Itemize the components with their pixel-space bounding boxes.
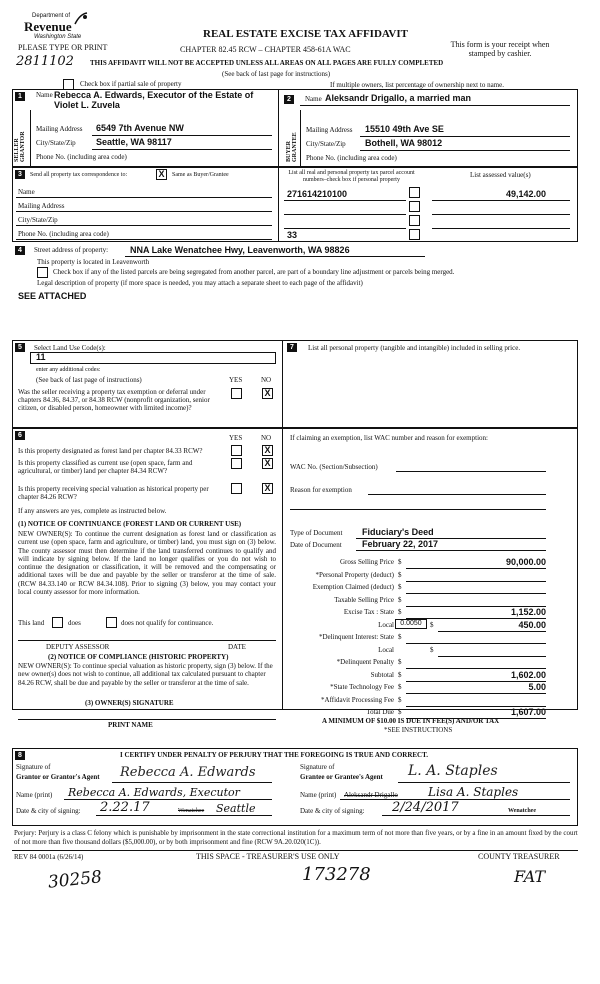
same-as-buyer-label: Same as Buyer/Grantee <box>172 172 229 178</box>
tax-row-label: *Personal Property (deduct) <box>315 570 394 579</box>
does-checkbox[interactable] <box>52 617 63 628</box>
section-7-number: 7 <box>287 343 297 352</box>
dept-line1: Department of <box>32 13 71 19</box>
doc-type-value: Fiduciary's Deed <box>362 527 434 537</box>
buyer-name-label: Name <box>305 95 322 103</box>
doc-date-label: Date of Document <box>290 541 342 549</box>
warning-text: THIS AFFIDAVIT WILL NOT BE ACCEPTED UNLESS ALL AREAS ON ALL PAGES ARE FULLY COMPLETED <box>90 59 444 67</box>
tax-row-value: 90,000.00 <box>505 557 546 567</box>
tax-row-line <box>406 643 546 644</box>
seller-name-label: Name <box>36 91 53 99</box>
current-use-no-checkbox[interactable]: X <box>262 458 273 469</box>
buyer-phone-label: Phone No. (including area code) <box>306 154 397 162</box>
section-2-number: 2 <box>284 95 294 104</box>
seller-city-value: Seattle, WA 98117 <box>96 137 172 147</box>
tax-row-line <box>406 593 546 594</box>
see-instructions: *SEE INSTRUCTIONS <box>384 726 453 734</box>
s5-no-label: NO <box>261 376 272 384</box>
grantor-date-value: 2.22.17 <box>100 800 150 815</box>
dept-brand: Revenue <box>24 19 72 34</box>
exemption-no-checkbox[interactable]: X <box>262 388 273 399</box>
seller-mailing-label: Mailing Address <box>36 125 83 133</box>
minimum-note: A MINIMUM OF $10.00 IS DUE IN FEE(S) AND/OR TAX <box>322 717 500 725</box>
street-value: NNA Lake Wenatchee Hwy, Leavenworth, WA 98826 <box>130 245 350 255</box>
corr-city-label: City/State/Zip <box>18 216 58 224</box>
forest-land-question: Is this property designated as forest land per chapter 84.33 RCW? <box>18 447 203 455</box>
parcel-number: 271614210100 <box>287 189 348 199</box>
reason-label: Reason for exemption <box>290 486 352 494</box>
grantee-print-struck: Aleksandr Drigallo <box>344 791 398 799</box>
tax-row-line <box>406 681 546 682</box>
buyer-city-value: Bothell, WA 98012 <box>365 138 443 148</box>
tax-row-line <box>406 618 546 619</box>
doc-type-label: Type of Document <box>290 529 343 537</box>
located-in: This property is located in Leavenworth <box>37 258 150 266</box>
see-back-note: (See back of last page of instructions) <box>36 376 142 384</box>
section-1-number: 1 <box>15 92 25 101</box>
forest-no-checkbox[interactable]: X <box>262 445 273 456</box>
notice2-title: (2) NOTICE OF COMPLIANCE (HISTORIC PROPERTY) <box>48 653 229 661</box>
tax-row-line <box>406 693 546 694</box>
exemption-question: Was the seller receiving a property tax exemption or deferral under chapters 84.36, 84.37, or 84.38 RCW (nonprofit organization, senior citizen, or disabled person, homeowner with limited income)? <box>18 388 210 412</box>
assessed-value: 49,142.00 <box>505 189 546 199</box>
handwritten-note-3: FAT <box>514 867 546 886</box>
tax-row-label: Excise Tax : State <box>343 608 394 616</box>
forest-yes-checkbox[interactable] <box>231 445 242 456</box>
exemption-claim-label: If claiming an exemption, list WAC number and reason for exemption: <box>290 434 488 442</box>
tax-row-value: 5.00 <box>528 682 546 692</box>
segregated-label: Check box if any of the listed parcels are being segregated from another parcel, are part of a boundary line adjustment or parcels being merged. <box>53 268 455 276</box>
s6-no-label: NO <box>261 434 272 442</box>
seller-side-label: SELLER GRANTOR <box>14 131 26 162</box>
dollar-sign: $ <box>398 608 402 616</box>
corr-name-label: Name <box>18 188 35 196</box>
land-use-label: Select Land Use Code(s): <box>34 344 106 352</box>
historic-yes-checkbox[interactable] <box>231 483 242 494</box>
doc-date-value: February 22, 2017 <box>362 539 439 549</box>
dollar-sign: $ <box>398 658 402 666</box>
does-not-label: does not qualify for continuance. <box>121 619 214 627</box>
buyer-mailing-label: Mailing Address <box>306 126 353 134</box>
street-label: Street address of property: <box>34 246 109 254</box>
tax-row-label: *Delinquent Interest: State <box>318 633 394 641</box>
section-4-number: 4 <box>15 246 25 255</box>
see-attached: SEE ATTACHED <box>18 291 87 301</box>
grantor-city-value: Seattle <box>216 802 256 815</box>
tax-row-label: Local <box>378 645 394 654</box>
tax-row-value: 450.00 <box>518 619 546 630</box>
parcel-header: List all real and personal property tax parcel account numbers–check box if personal property <box>288 170 415 183</box>
grantee-date-value: 2/24/2017 <box>392 800 459 815</box>
handwritten-doc-number: 2811102 <box>16 54 74 69</box>
s6-yes-label: YES <box>229 434 243 442</box>
receipt-note: This form is your receipt when stamped by cashier. <box>450 40 550 58</box>
tax-row-label: Exemption Claimed (deduct) <box>312 583 394 591</box>
grantor-date-label: Date & city of signing: <box>16 807 81 815</box>
instructions-note: (See back of last page for instructions) <box>222 70 331 78</box>
perjury-statement: Perjury: Perjury is a class C felony which is punishable by imprisonment in the state correctional institution for a maximum term of not more than five years, or by a fine in an amount fixed by the court of not more than five thousand dollars ($5,000.00), or by both imprisonment and fine (RCW 9A.20.020(1C)). <box>14 829 578 846</box>
parcel-personal-checkbox-1[interactable] <box>409 187 420 198</box>
grantee-city-value: Wenatchee <box>508 808 536 814</box>
tax-row-label: *State Technology Fee <box>330 683 394 691</box>
additional-codes-label: enter any additional codes: <box>36 367 101 373</box>
wac-label: WAC No. (Section/Subsection) <box>290 463 378 471</box>
tax-row-value: 1,602.00 <box>510 669 546 680</box>
dollar-sign: $ <box>430 645 434 654</box>
grantor-sig-label: Signature of <box>16 763 51 771</box>
dollar-sign: $ <box>398 595 402 604</box>
grantor-city-struck: Wenatchee <box>178 808 205 814</box>
grantee-date-label: Date & city of signing: <box>300 807 365 815</box>
land-use-code-field <box>30 352 276 364</box>
corr-mailing-label: Mailing Address <box>18 202 65 210</box>
dor-logo <box>18 12 88 42</box>
grantee-sig-label: Signature of <box>300 763 335 771</box>
deputy-assessor-label: DEPUTY ASSESSOR <box>46 643 110 651</box>
personal-property-label: List all personal property (tangible and intangible) included in selling price. <box>308 344 521 352</box>
notice2-body: NEW OWNER(S): To continue special valuation as historic property, sign (3) below. If the new owner(s) does not wish to continue, all additional tax calculated pursuant to chapter 84.26 RCW, shall be due and payable by the seller or transferor at the time of sale. <box>18 662 273 687</box>
tax-row-line <box>438 656 546 657</box>
buyer-mailing-value: 15510 49th Ave SE <box>365 124 444 134</box>
section-3-number: 3 <box>15 170 25 179</box>
multiple-owners-note: If multiple owners, list percentage of ownership next to name. <box>330 81 504 89</box>
dollar-sign: $ <box>398 583 402 591</box>
buyer-name-value: Aleksandr Drigallo, a married man <box>325 93 472 103</box>
section-5-number: 5 <box>15 343 25 352</box>
s5-yes-label: YES <box>229 376 243 384</box>
grantee-sig-label2: Grantee or Grantee's Agent <box>300 773 383 781</box>
buyer-side-label: BUYER GRANTEE <box>286 132 298 162</box>
tax-row-label: Subtotal <box>370 670 394 679</box>
this-land-label: This land <box>18 619 45 627</box>
chapter-ref: CHAPTER 82.45 RCW – CHAPTER 458-61A WAC <box>180 45 351 54</box>
segregated-checkbox[interactable] <box>37 267 48 278</box>
section-6-number: 6 <box>15 431 25 440</box>
grantee-print-value: Lisa A. Staples <box>428 785 519 799</box>
tax-row-line <box>406 668 546 669</box>
grantee-signature: L. A. Staples <box>408 763 498 779</box>
seller-phone-label: Phone No. (including area code) <box>36 153 127 161</box>
current-use-question: Is this property classified as current use (open space, farm and agricultural, or timber) land per chapter 84.34 RCW? <box>18 459 193 475</box>
exemption-yes-checkbox[interactable] <box>231 388 242 399</box>
grantor-print-label: Name (print) <box>16 791 53 799</box>
dollar-sign: $ <box>398 558 402 566</box>
notice1-body: NEW OWNER(S): To continue the current designation as forest land or classification as current use (open space, farm and agriculture, or timber) land, you must sign on (3) below. The county assessor must then determine if the land transferred continues to qualify and will indicate by signing below. If the land no longer qualifies or you do not wish to continue the designation or classification, it will be removed and the compensating or additional taxes will be due and payable by the seller or transferor at the time of sale. (RCW 84.33.140 or RCW 84.34.108). Prior to signing (3) below, you may contact your local county assessor for more information. <box>18 530 276 597</box>
parcel-personal-checkbox-3[interactable] <box>409 215 420 226</box>
partial-sale-label: Check box if partial sale of property <box>80 80 182 88</box>
tax-row-label: Total Due <box>366 708 394 716</box>
grantor-print-value: Rebecca A. Edwards, Executor <box>68 786 240 799</box>
tax-row-value: 1,607.00 <box>510 707 546 717</box>
dollar-sign: $ <box>398 570 402 579</box>
notice1-title: (1) NOTICE OF CONTINUANCE (FOREST LAND OR CURRENT USE) <box>18 520 242 528</box>
tax-row-line <box>406 568 546 569</box>
seller-city-label: City/State/Zip <box>36 139 76 147</box>
parcel-personal-checkbox-4[interactable] <box>409 229 420 240</box>
does-not-checkbox[interactable] <box>106 617 117 628</box>
parcel-personal-checkbox-2[interactable] <box>409 201 420 212</box>
grantor-sig-label2: Grantor or Grantor's Agent <box>16 773 100 781</box>
corr-phone-label: Phone No. (including area code) <box>18 230 109 238</box>
buyer-city-label: City/State/Zip <box>306 140 346 148</box>
tax-row-label: Taxable Selling Price <box>334 595 394 604</box>
dollar-sign: $ <box>398 695 402 704</box>
seller-name-value: Rebecca A. Edwards, Executor of the Estate of Violet L. Zuvela <box>54 90 254 110</box>
tax-row-label: Gross Selling Price <box>339 558 394 566</box>
local-rate: 0.0050 <box>395 619 427 629</box>
tax-row-label: Local <box>378 620 394 629</box>
historic-no-checkbox[interactable]: X <box>262 483 273 494</box>
dollar-sign: $ <box>398 670 402 679</box>
grantor-signature: Rebecca A. Edwards <box>120 765 256 780</box>
correspondence-label: Send all property tax correspondence to: <box>30 172 128 178</box>
if-yes-note: If any answers are yes, complete as instructed below. <box>18 507 167 515</box>
extra-number: 33 <box>287 230 298 240</box>
tax-row-value: 1,152.00 <box>510 607 546 617</box>
tax-row-line <box>406 581 546 582</box>
dollar-sign: $ <box>398 683 402 691</box>
form-title: REAL ESTATE EXCISE TAX AFFIDAVIT <box>203 28 408 40</box>
handwritten-note-2: 173278 <box>302 864 371 885</box>
current-use-yes-checkbox[interactable] <box>231 458 242 469</box>
historic-question: Is this property receiving special valuation as historical property per chapter 84.26 RCW? <box>18 485 209 501</box>
tax-row-label: *Affidavit Processing Fee <box>321 695 394 704</box>
owner-signature-label: (3) OWNER(S) SIGNATURE <box>85 699 174 707</box>
dollar-sign: $ <box>398 633 402 641</box>
certify-statement: I CERTIFY UNDER PENALTY OF PERJURY THAT THE FOREGOING IS TRUE AND CORRECT. <box>120 751 429 759</box>
treasurer-space-label: THIS SPACE - TREASURER'S USE ONLY <box>196 852 340 861</box>
section-8-number: 8 <box>15 751 25 760</box>
county-treasurer-label: COUNTY TREASURER <box>478 852 560 861</box>
seller-mailing-value: 6549 7th Avenue NW <box>96 123 184 133</box>
assessed-header: List assessed value(s) <box>470 171 531 179</box>
legal-label: Legal description of property (if more space is needed, you may attach a separate sheet to each page of the affidavit) <box>37 279 363 287</box>
assessor-date-label: DATE <box>228 643 246 651</box>
logo-swoosh-icon <box>74 12 88 26</box>
does-label: does <box>68 619 81 627</box>
type-or-print: PLEASE TYPE OR PRINT <box>18 43 108 52</box>
land-use-code: 11 <box>36 352 46 362</box>
handwritten-note-1: 30258 <box>47 867 103 893</box>
tax-row-line <box>438 631 546 632</box>
dept-line2: Washington State <box>34 34 82 40</box>
dollar-sign: $ <box>430 620 434 629</box>
print-name-label: PRINT NAME <box>108 721 153 729</box>
tax-row-label: *Delinquent Penalty <box>336 658 394 666</box>
dollar-sign: $ <box>398 708 402 716</box>
form-revision: REV 84 0001a (6/26/14) <box>14 853 84 861</box>
grantee-print-label: Name (print) <box>300 791 337 799</box>
same-as-buyer-checkbox[interactable]: X <box>156 169 167 180</box>
